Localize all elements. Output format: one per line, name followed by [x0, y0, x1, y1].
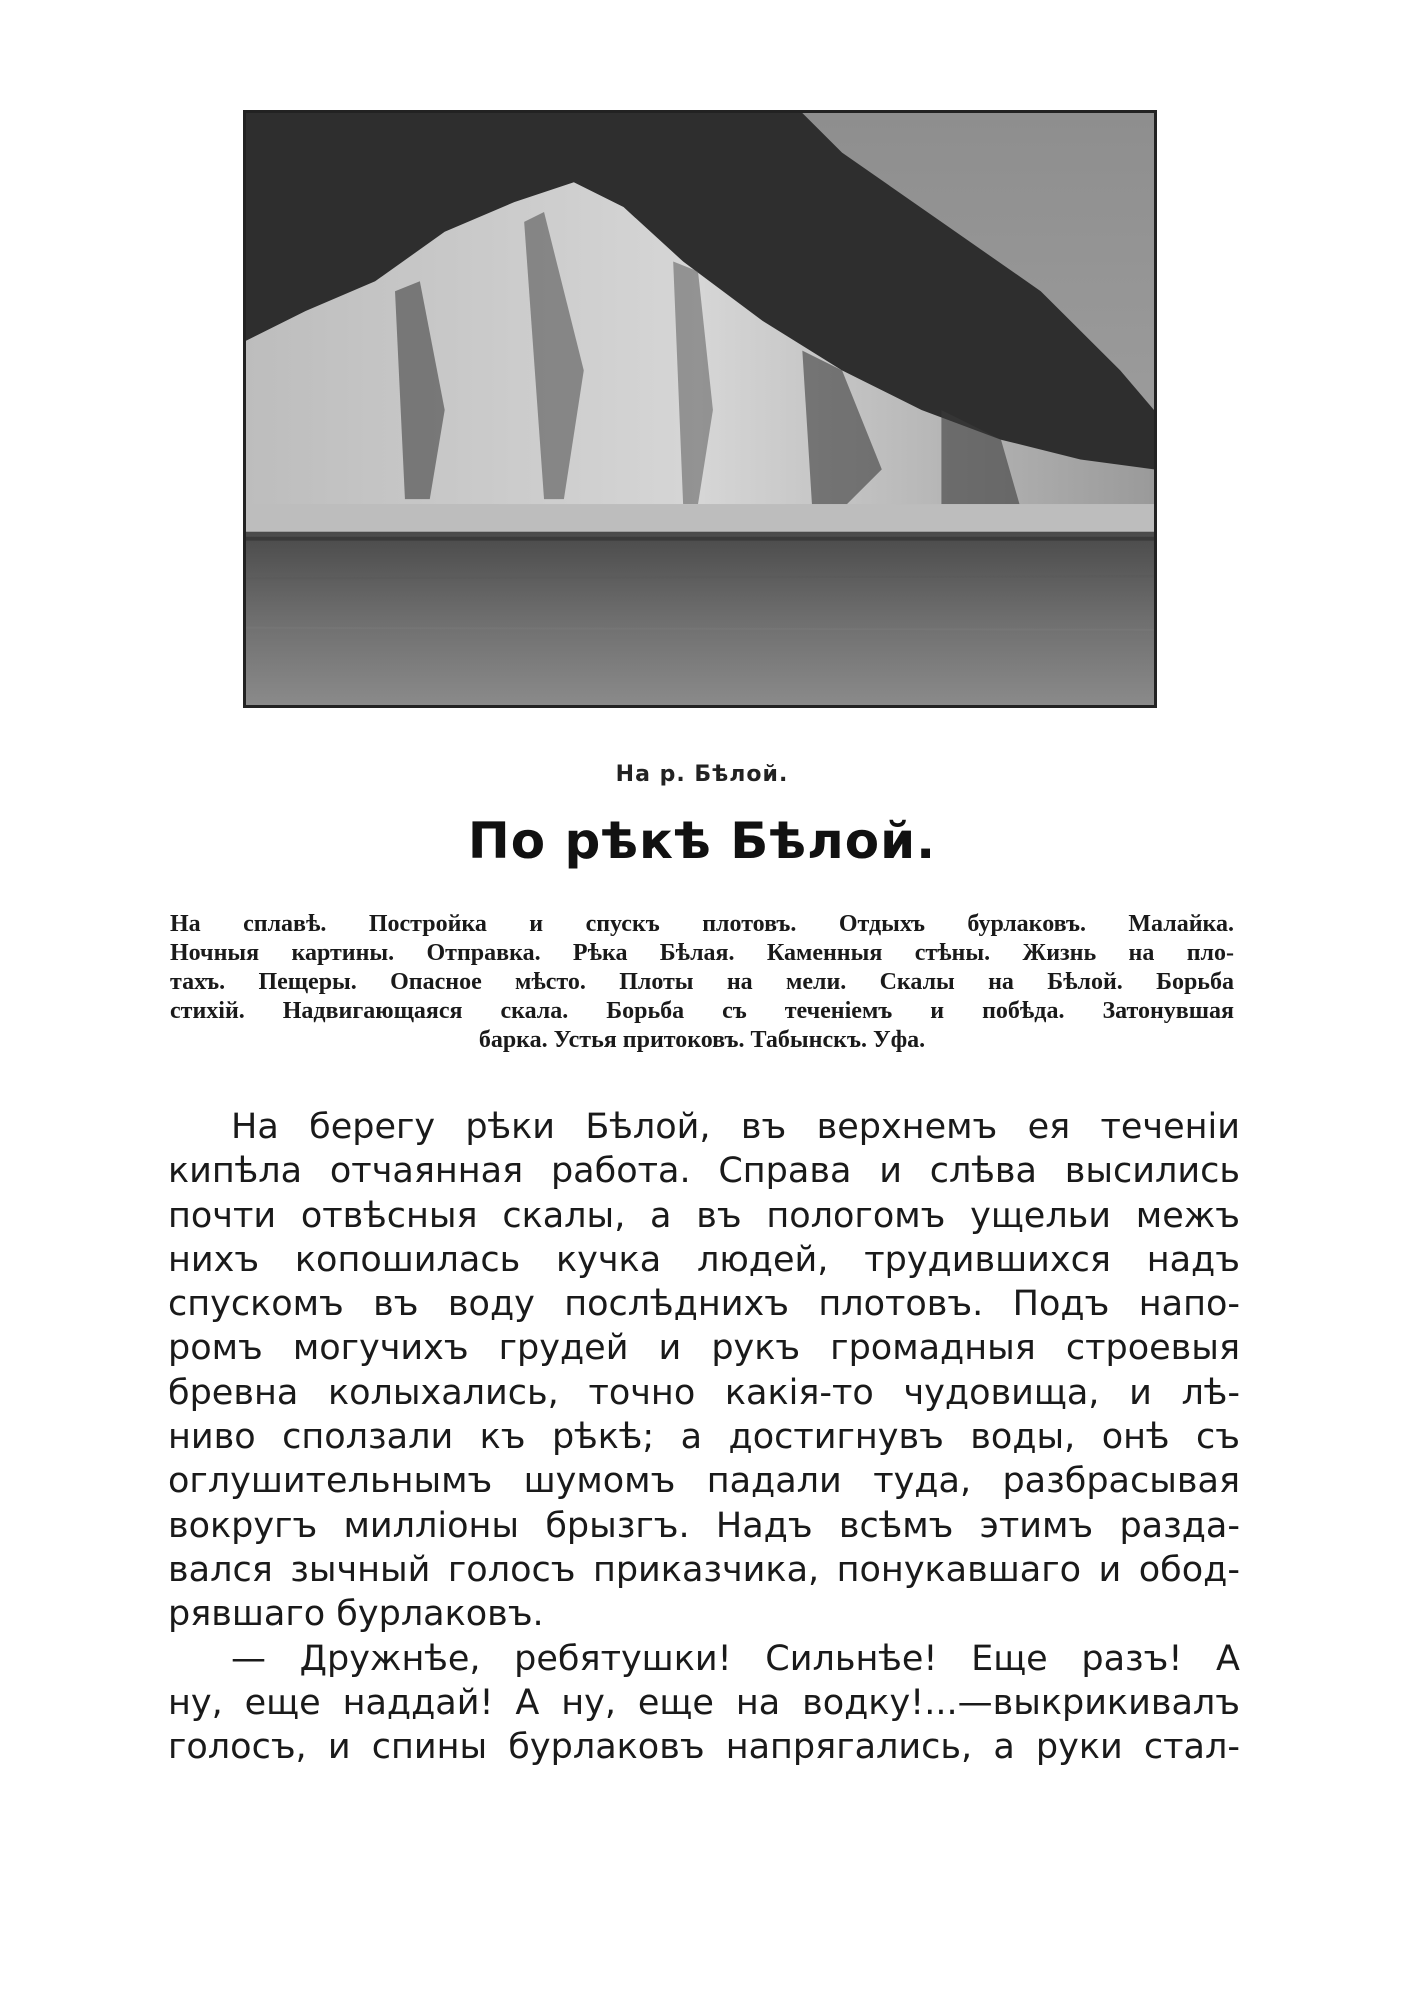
- summary-line: Ночныя картины. Отправка. Рѣка Бѣлая. Каменныя стѣны. Жизнь на пло-: [170, 940, 1234, 966]
- summary-line: тахъ. Пещеры. Опасное мѣсто. Плоты на мели. Скалы на Бѣлой. Борьба: [170, 969, 1234, 995]
- text-line: рявшаго бурлаковъ.: [168, 1594, 544, 1635]
- text-line: На берегу рѣки Бѣлой, въ верхнемъ ея теченіи: [231, 1107, 1240, 1147]
- text-line: почти отвѣсныя скалы, а въ пологомъ ущельи межъ: [168, 1195, 1240, 1236]
- text-line: оглушительнымъ шумомъ падали туда, разбрасывая: [168, 1461, 1240, 1502]
- photo-illustration: [246, 113, 1154, 705]
- river-cliff-photo: [243, 110, 1157, 708]
- chapter-summary: [170, 910, 1234, 1055]
- text-line: вокругъ милліоны брызгъ. Надъ всѣмъ этимъ разда-: [168, 1505, 1240, 1546]
- text-line: ниво сползали къ рѣкѣ; а достигнувъ воды, онѣ съ: [168, 1417, 1240, 1458]
- body-text: [168, 1105, 1240, 1769]
- summary-line: стихій. Надвигающаяся скала. Борьба съ теченіемъ и побѣда. Затонувшая: [170, 998, 1234, 1024]
- text-line: голосъ, и спины бурлаковъ напрягались, а руки стал-: [168, 1727, 1240, 1768]
- text-line: спускомъ въ воду послѣднихъ плотовъ. Подъ напо-: [168, 1284, 1240, 1325]
- text-line: кипѣла отчаянная работа. Справа и слѣва высились: [168, 1151, 1240, 1192]
- text-line: вался зычный голосъ приказчика, понукавшаго и обод-: [168, 1549, 1240, 1590]
- summary-line: На сплавѣ. Постройка и спускъ плотовъ. Отдыхъ бурлаковъ. Малайка.: [170, 911, 1234, 937]
- figure-caption: На р. Бѣлой.: [615, 762, 789, 787]
- summary-line: барка. Устья притоковъ. Табынскъ. Уфа.: [478, 1027, 926, 1053]
- text-line: ромъ могучихъ грудей и рукъ громадныя строевыя: [168, 1328, 1240, 1369]
- text-line: — Дружнѣе, ребятушки! Сильнѣе! Еще разъ! А: [231, 1638, 1240, 1679]
- text-line: бревна колыхались, точно какія-то чудовища, и лѣ-: [168, 1372, 1240, 1413]
- text-line: ну, еще наддай! А ну, еще на водку!...—выкрикивалъ: [168, 1682, 1240, 1723]
- chapter-title: По рѣкѣ Бѣлой.: [467, 812, 937, 870]
- text-line: нихъ копошилась кучка людей, трудившихся надъ: [168, 1239, 1240, 1280]
